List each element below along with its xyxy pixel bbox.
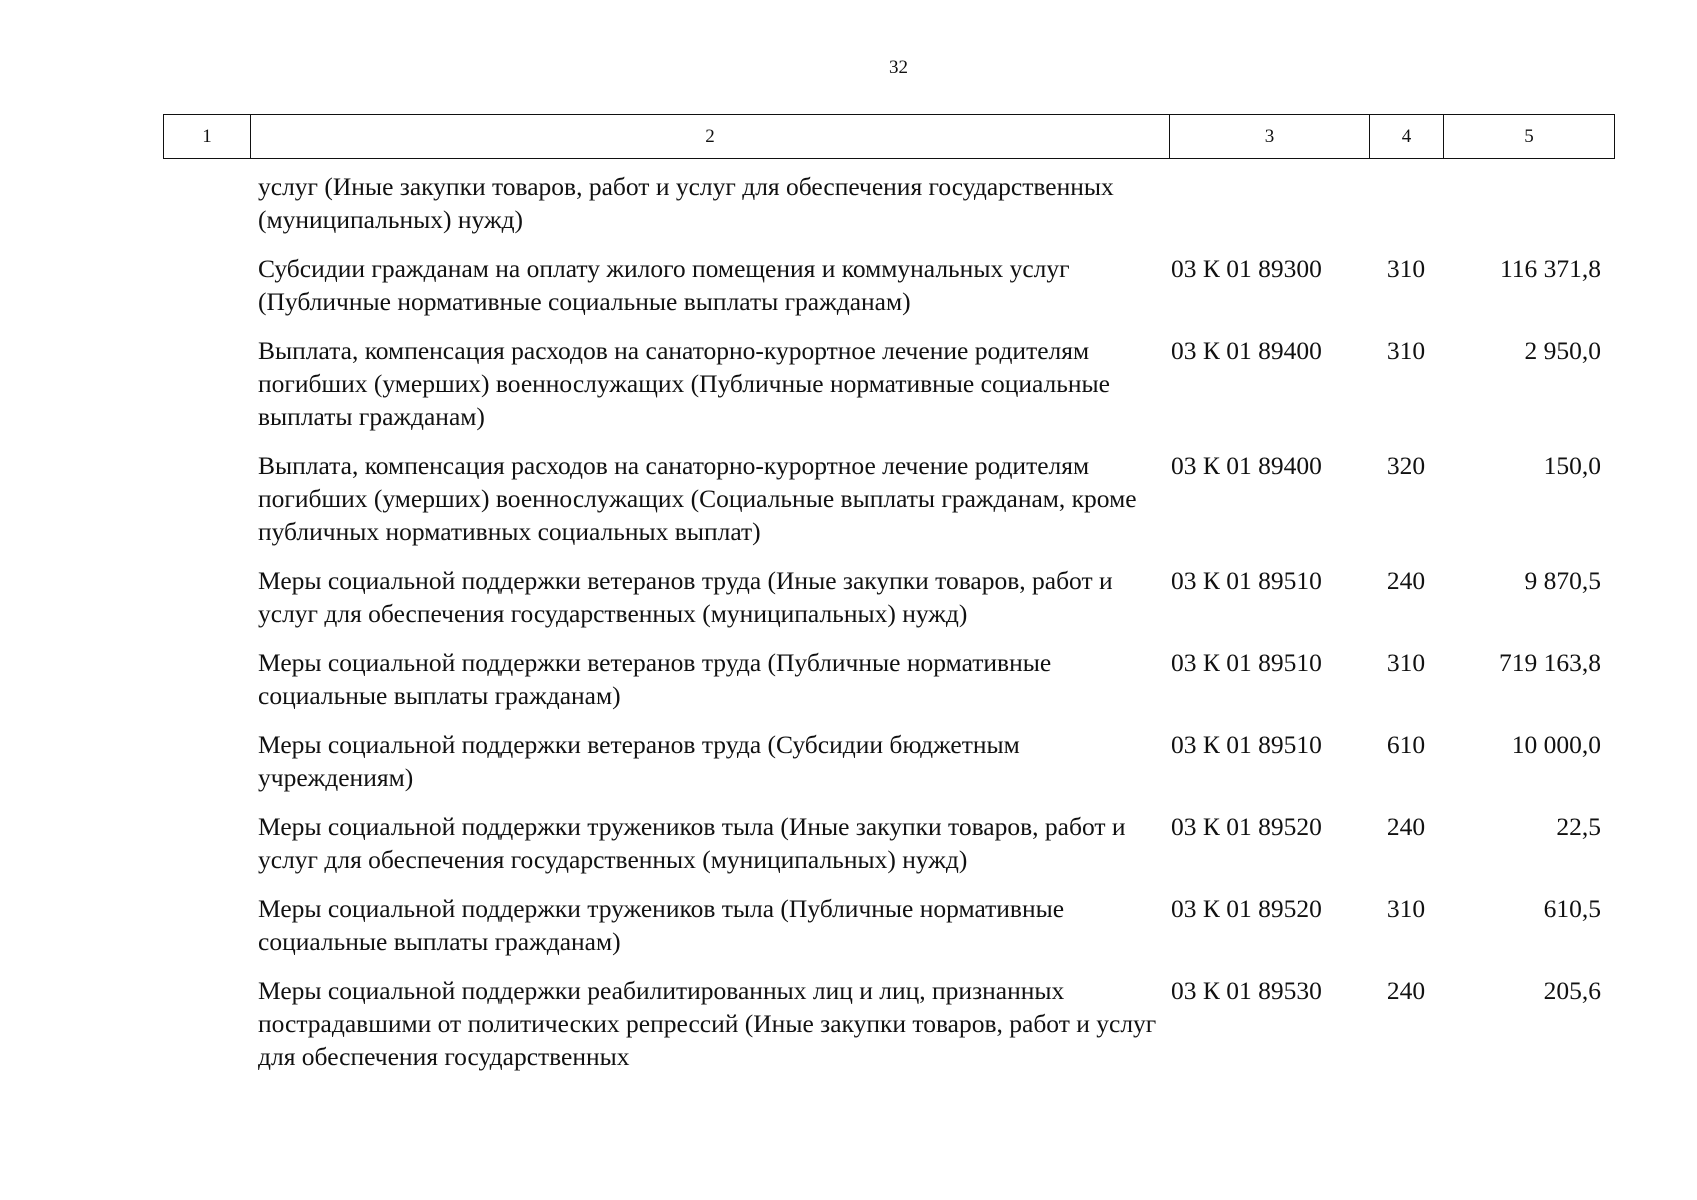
row-amount: 10 000,0 — [1511, 730, 1601, 759]
row-description: Субсидии гражданам на оплату жилого помещения и коммунальных услуг (Публичные нормативные социальные выплаты гражданам) — [258, 254, 1070, 316]
table-header — [163, 114, 1615, 159]
row-description: Выплата, компенсация расходов на санаторно-курортное лечение родителям погибших (умерших) военнослужащих (Публичные нормативные социальные выплаты гражданам) — [258, 336, 1110, 431]
column-header-4: 4 — [1370, 115, 1444, 158]
row-amount: 610,5 — [1543, 894, 1601, 923]
row-code: 03 К 01 89530 — [1171, 976, 1322, 1005]
column-header-3: 3 — [1170, 115, 1370, 158]
table-row — [258, 974, 1608, 1073]
table-row — [258, 810, 1608, 876]
table-body — [258, 170, 1608, 1089]
row-code: 03 К 01 89520 — [1171, 812, 1322, 841]
row-amount: 116 371,8 — [1499, 254, 1601, 283]
page-number: 32 — [889, 57, 908, 78]
row-type: 240 — [1386, 566, 1426, 595]
row-code: 03 К 01 89520 — [1171, 894, 1322, 923]
table-row — [258, 170, 1608, 236]
table-row — [258, 564, 1608, 630]
row-description: Меры социальной поддержки ветеранов труда (Иные закупки товаров, работ и услуг для обеспечения государственных (муниципальных) нужд) — [258, 566, 1113, 628]
row-description: Меры социальной поддержки ветеранов труда (Публичные нормативные социальные выплаты гражданам) — [258, 648, 1052, 710]
row-type: 310 — [1386, 254, 1426, 283]
row-code: 03 К 01 89400 — [1171, 336, 1322, 365]
row-type: 320 — [1386, 451, 1426, 480]
row-type — [1371, 170, 1441, 236]
row-code: 03 К 01 89510 — [1171, 566, 1322, 595]
row-description: Меры социальной поддержки реабилитированных лиц и лиц, признанных пострадавшими от политических репрессий (Иные закупки товаров, работ и услуг для обеспечения государственных — [258, 976, 1157, 1071]
table-row — [258, 334, 1608, 433]
column-header-1: 1 — [164, 115, 251, 158]
row-amount: 719 163,8 — [1499, 648, 1601, 677]
row-amount: 205,6 — [1543, 976, 1601, 1005]
column-header-5: 5 — [1524, 125, 1534, 147]
row-description: Меры социальной поддержки тружеников тыла (Иные закупки товаров, работ и услуг для обеспечения государственных (муниципальных) нужд) — [258, 812, 1126, 874]
table-row — [258, 449, 1608, 548]
row-type: 240 — [1386, 812, 1426, 841]
row-description: Меры социальной поддержки тружеников тыла (Публичные нормативные социальные выплаты гражданам) — [258, 894, 1065, 956]
row-code: 03 К 01 89510 — [1171, 648, 1322, 677]
row-amount: 9 870,5 — [1524, 566, 1601, 595]
column-header-2: 2 — [251, 115, 1170, 158]
row-type: 310 — [1386, 894, 1426, 923]
row-amount: 2 950,0 — [1524, 336, 1601, 365]
row-amount: 22,5 — [1556, 812, 1601, 841]
row-code: 03 К 01 89400 — [1171, 451, 1322, 480]
row-code — [1171, 170, 1371, 236]
row-type: 310 — [1386, 648, 1426, 677]
row-type: 610 — [1386, 730, 1426, 759]
row-amount: 150,0 — [1543, 451, 1601, 480]
row-code: 03 К 01 89510 — [1171, 730, 1322, 759]
table-row — [258, 892, 1608, 958]
row-code: 03 К 01 89300 — [1171, 254, 1322, 283]
row-type: 310 — [1386, 336, 1426, 365]
row-amount — [1441, 170, 1601, 236]
row-type: 240 — [1386, 976, 1426, 1005]
row-description: Выплата, компенсация расходов на санаторно-курортное лечение родителям погибших (умерших) военнослужащих (Социальные выплаты гражданам, кроме публичных нормативных социальных выплат) — [258, 451, 1137, 546]
table-row — [258, 728, 1608, 794]
table-row — [258, 252, 1608, 318]
table-row — [258, 646, 1608, 712]
row-description: услуг (Иные закупки товаров, работ и услуг для обеспечения государственных (муниципальных) нужд) — [258, 172, 1114, 234]
row-description: Меры социальной поддержки ветеранов труда (Субсидии бюджетным учреждениям) — [258, 730, 1020, 792]
